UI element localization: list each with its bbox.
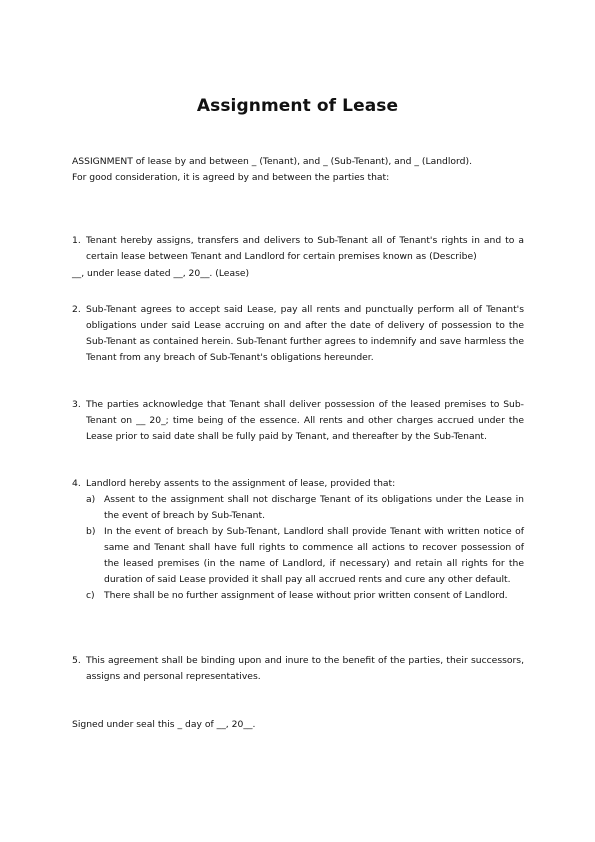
clause-4-conditions (86, 492, 524, 604)
condition-letter: c) (86, 590, 95, 601)
clause-text: This agreement shall be binding upon and inure to the benefit of the parties, their successors, assigns and personal representatives. (86, 655, 524, 682)
intro-line-consideration: For good consideration, it is agreed by and between the parties that: (72, 172, 390, 183)
lease-line: __, under lease dated __, 20__. (Lease) (72, 268, 250, 279)
condition-c (86, 588, 524, 604)
clause-5 (72, 653, 524, 685)
condition-letter: a) (86, 494, 96, 505)
clause-2 (72, 302, 524, 366)
condition-text: There shall be no further assignment of lease without prior written consent of Landlord. (104, 590, 508, 601)
condition-text: In the event of breach by Sub-Tenant, Landlord shall provide Tenant with written notice of same and Tenant shall have full rights to commence all actions to recover possession of the leased premises (in the name of Landlord, if necessary) and retain all rights for the duration of said Lease provided it shall pay all accrued rents and cure any other default. (104, 526, 524, 585)
clause-4 (72, 476, 524, 492)
intro-paragraph (72, 154, 524, 186)
document-title: Assignment of Lease (196, 96, 399, 116)
clause-text: Tenant hereby assigns, transfers and delivers to Sub-Tenant all of Tenant's rights in and to a certain lease between Tenant and Landlord for certain premises known as (Describe) (86, 235, 524, 262)
condition-letter: b) (86, 526, 96, 537)
clause-number: 2. (72, 304, 81, 315)
clause-3 (72, 397, 524, 445)
clause-text: The parties acknowledge that Tenant shall deliver possession of the leased premises to Sub-Tenant on __ 20_; time being of the essence. All rents and other charges accrued under the Lease prior to said date shall be fully paid by Tenant, and thereafter by the Sub-Tenant. (86, 399, 524, 442)
clause-1 (72, 233, 524, 265)
clause-text: Sub-Tenant agrees to accept said Lease, pay all rents and punctually perform all of Tenant's obligations under said Lease accruing on and after the date of delivery of possession to the Sub-Tenant as contained herein. Sub-Tenant further agrees to indemnify and save harmless the Tenant from any breach of Sub-Tenant's obligations hereunder. (86, 304, 524, 363)
clause-number: 5. (72, 655, 81, 666)
signature-line: Signed under seal this _ day of __, 20__. (72, 719, 256, 730)
clause-number: 4. (72, 478, 81, 489)
intro-line-parties: ASSIGNMENT of lease by and between _ (Tenant), and _ (Sub-Tenant), and _ (Landlord). (72, 156, 473, 167)
condition-text: Assent to the assignment shall not discharge Tenant of its obligations under the Lease in the event of breach by Sub-Tenant. (104, 494, 524, 521)
clause-number: 3. (72, 399, 81, 410)
clause-text: Landlord hereby assents to the assignment of lease, provided that: (86, 478, 396, 489)
condition-a (86, 492, 524, 524)
clause-number: 1. (72, 235, 81, 246)
condition-b (86, 524, 524, 588)
